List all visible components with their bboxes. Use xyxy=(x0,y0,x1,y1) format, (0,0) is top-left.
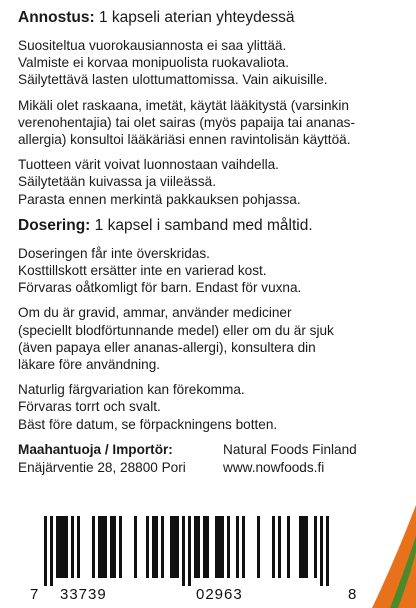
barcode-bar xyxy=(134,516,137,578)
text-line: Om du är gravid, ammar, använder mediciner xyxy=(18,305,292,321)
barcode-bar xyxy=(62,516,65,578)
text-line: Parasta ennen merkintä pakkauksen pohjassa. xyxy=(18,191,301,207)
barcode-bar xyxy=(152,516,155,578)
sv-pregnancy-paragraph xyxy=(18,304,410,373)
text-line: verenohentajia) tai olet sairas (myös papaija tai ananas- xyxy=(18,114,356,130)
barcode-bar xyxy=(110,516,113,578)
barcode-bar xyxy=(92,516,95,578)
text-line: Tuotteen värit voivat luonnostaan vaihdella. xyxy=(18,157,279,173)
text-line: Naturlig färgvariation kan förekomma. xyxy=(18,382,245,398)
barcode-bar xyxy=(146,516,149,578)
text-line: Valmiste ei korvaa monipuolista ruokavaliota. xyxy=(18,55,289,71)
text-line: Suositeltua vuorokausiannosta ei saa ylittää. xyxy=(18,38,287,53)
text-line: Kosttillskott ersätter inte en varierad kost. xyxy=(18,263,267,279)
barcode-bar xyxy=(299,516,302,578)
importer-website: www.nowfoods.fi xyxy=(223,459,325,475)
barcode-bar xyxy=(194,516,197,578)
barcode-bar xyxy=(59,516,62,578)
barcode-bar xyxy=(221,516,224,578)
barcode-bar xyxy=(56,516,59,578)
barcode-bar xyxy=(44,516,47,586)
barcode-bar xyxy=(50,516,53,586)
supplement-label-text xyxy=(18,8,410,477)
sv-dosage-heading-text: 1 kapsel i samband med måltid. xyxy=(90,216,313,234)
barcode-bar xyxy=(155,516,158,578)
barcode-bar xyxy=(236,516,239,578)
barcode-bar xyxy=(314,516,317,578)
barcode-bar xyxy=(278,516,281,578)
text-line: Bäst före datum, se förpackningens botten. xyxy=(18,416,278,432)
text-line: Doseringen får inte överskridas. xyxy=(18,245,210,261)
text-line: (speciellt blodförtunnande medel) eller om du är sjuk xyxy=(18,322,334,338)
barcode-bar xyxy=(272,516,275,578)
text-line: läkare före användning. xyxy=(18,357,161,373)
barcode-bar xyxy=(242,516,245,578)
barcode-bar xyxy=(119,516,122,578)
text-line: Säilytetään kuivassa ja viileässä. xyxy=(18,174,216,190)
barcode-bar xyxy=(218,516,221,578)
text-line: allergia) konsultoi lääkäriäsi ennen ravintolisän käyttöä. xyxy=(18,132,351,148)
barcode-bar xyxy=(302,516,305,578)
importer-company: Natural Foods Finland xyxy=(223,441,357,457)
barcode-bar xyxy=(257,516,260,578)
barcode-bar xyxy=(182,516,185,586)
barcode-bar xyxy=(188,516,191,586)
barcode-group-right: 02963 xyxy=(196,586,243,603)
sv-dosage-heading-label: Dosering: xyxy=(18,216,91,234)
barcode-bar xyxy=(65,516,68,578)
fi-storage-paragraph xyxy=(18,156,410,208)
barcode-bar xyxy=(287,516,290,578)
importer-address: Enäjärventie 28, 28800 Pori xyxy=(18,459,186,475)
barcode xyxy=(30,516,366,608)
text-line: Förvaras torrt och svalt. xyxy=(18,399,161,415)
barcode-bar xyxy=(305,516,308,578)
sv-dosage-heading xyxy=(18,216,410,235)
barcode-bar xyxy=(71,516,74,578)
fi-dosage-heading-text: 1 kapseli aterian yhteydessä xyxy=(94,9,295,26)
barcode-group-left: 33739 xyxy=(60,586,107,603)
fi-pregnancy-paragraph xyxy=(18,97,410,149)
sv-storage-paragraph xyxy=(18,381,410,433)
barcode-bar xyxy=(227,516,230,578)
text-line: (även papaya eller ananas-allergi), konsultera din xyxy=(18,339,316,355)
barcode-digit-last: 8 xyxy=(348,586,358,603)
sv-warnings-paragraph xyxy=(18,245,410,297)
barcode-bar xyxy=(206,516,209,578)
barcode-digit-first: 7 xyxy=(30,586,40,603)
text-line: Förvaras oåtkomligt för barn. Endast för vuxna. xyxy=(18,280,302,296)
importer-label: Maahantuoja / Importör: xyxy=(18,441,173,457)
fi-dosage-heading xyxy=(18,8,410,27)
barcode-bar xyxy=(113,516,116,578)
barcode-bar xyxy=(173,516,176,578)
barcode-bar xyxy=(161,516,164,578)
text-line: Säilytettävä lasten ulottumattomissa. Vain aikuisille. xyxy=(18,72,328,88)
barcode-bar xyxy=(77,516,80,578)
fi-warnings-paragraph xyxy=(18,37,410,89)
barcode-bar xyxy=(320,516,323,586)
barcode-bar xyxy=(170,516,173,578)
barcode-bar xyxy=(98,516,101,578)
barcode-bar xyxy=(104,516,107,578)
importer-block xyxy=(18,441,410,477)
barcode-bar xyxy=(101,516,104,578)
barcode-bar xyxy=(326,516,329,586)
barcode-bar xyxy=(176,516,179,578)
barcode-bar xyxy=(203,516,206,578)
barcode-bars xyxy=(30,516,366,586)
fi-dosage-heading-label: Annostus: xyxy=(18,9,95,26)
text-line: Mikäli olet raskaana, imetät, käytät lääkitystä (varsinkin xyxy=(18,97,349,113)
barcode-bar xyxy=(197,516,200,578)
barcode-bar xyxy=(215,516,218,578)
